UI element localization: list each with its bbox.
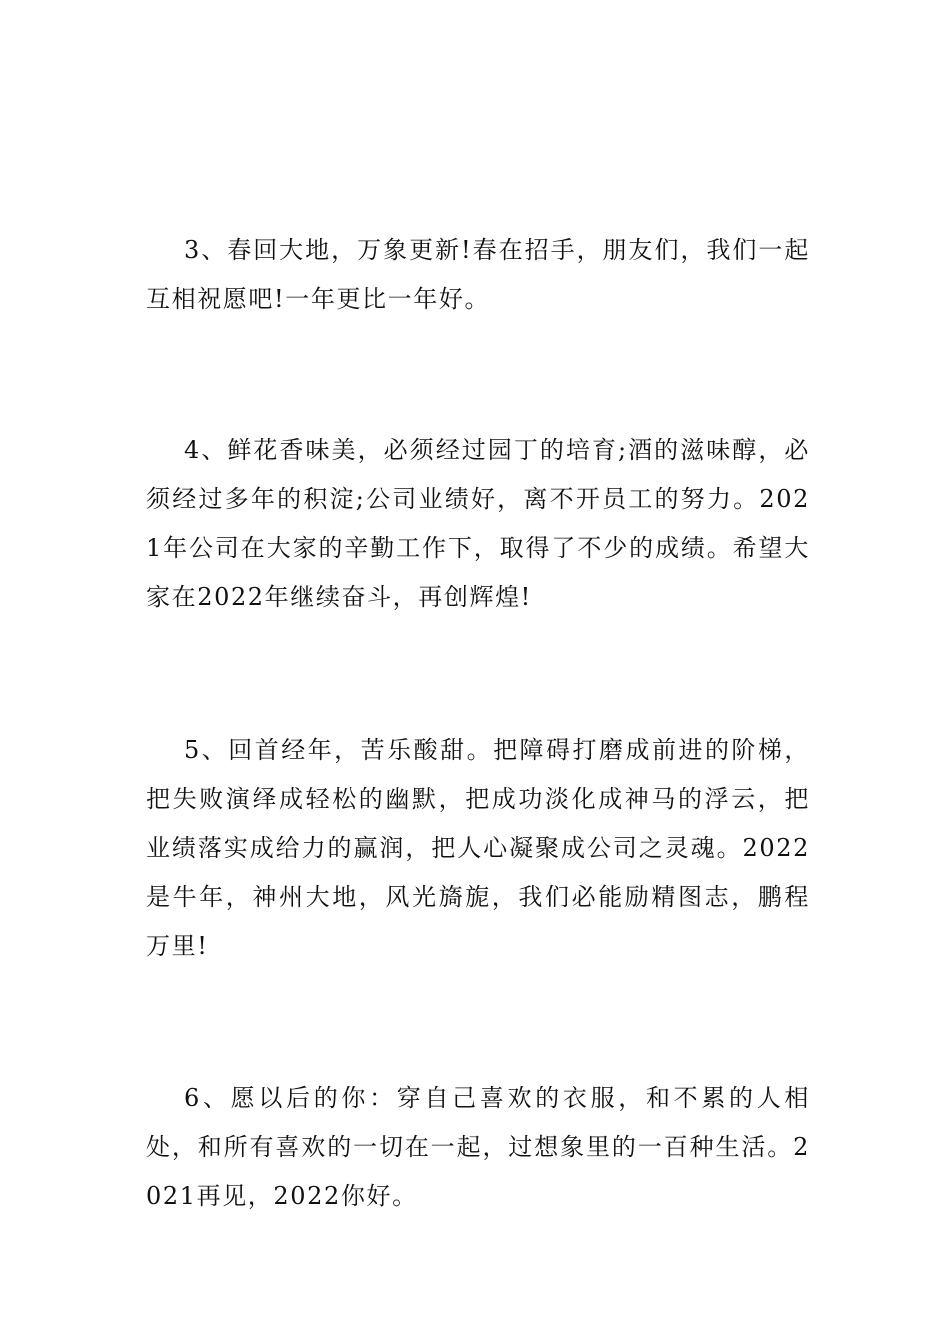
paragraph-6: 6、愿以后的你：穿自己喜欢的衣服，和不累的人相处，和所有喜欢的一切在一起，过想象里的一百种生活。2021再见，2022你好。 bbox=[146, 1084, 810, 1210]
paragraph-3: 3、春回大地，万象更新!春在招手，朋友们，我们一起互相祝愿吧!一年更比一年好。 bbox=[146, 236, 810, 313]
paragraph-4: 4、鲜花香味美，必须经过园丁的培育;酒的滋味醇，必须经过多年的积淀;公司业绩好，离不开员工的努力。2021年公司在大家的辛勤工作下，取得了不少的成绩。希望大家在2022年继续奋斗，再创辉煌! bbox=[146, 436, 810, 611]
paragraph-5: 5、回首经年，苦乐酸甜。把障碍打磨成前进的阶梯，把失败演绎成轻松的幽默，把成功淡化成神马的浮云，把业绩落实成给力的赢润，把人心凝聚成公司之灵魂。2022是牛年，神州大地，风光旖旎，我们必能励精图志，鹏程万里! bbox=[146, 736, 810, 960]
